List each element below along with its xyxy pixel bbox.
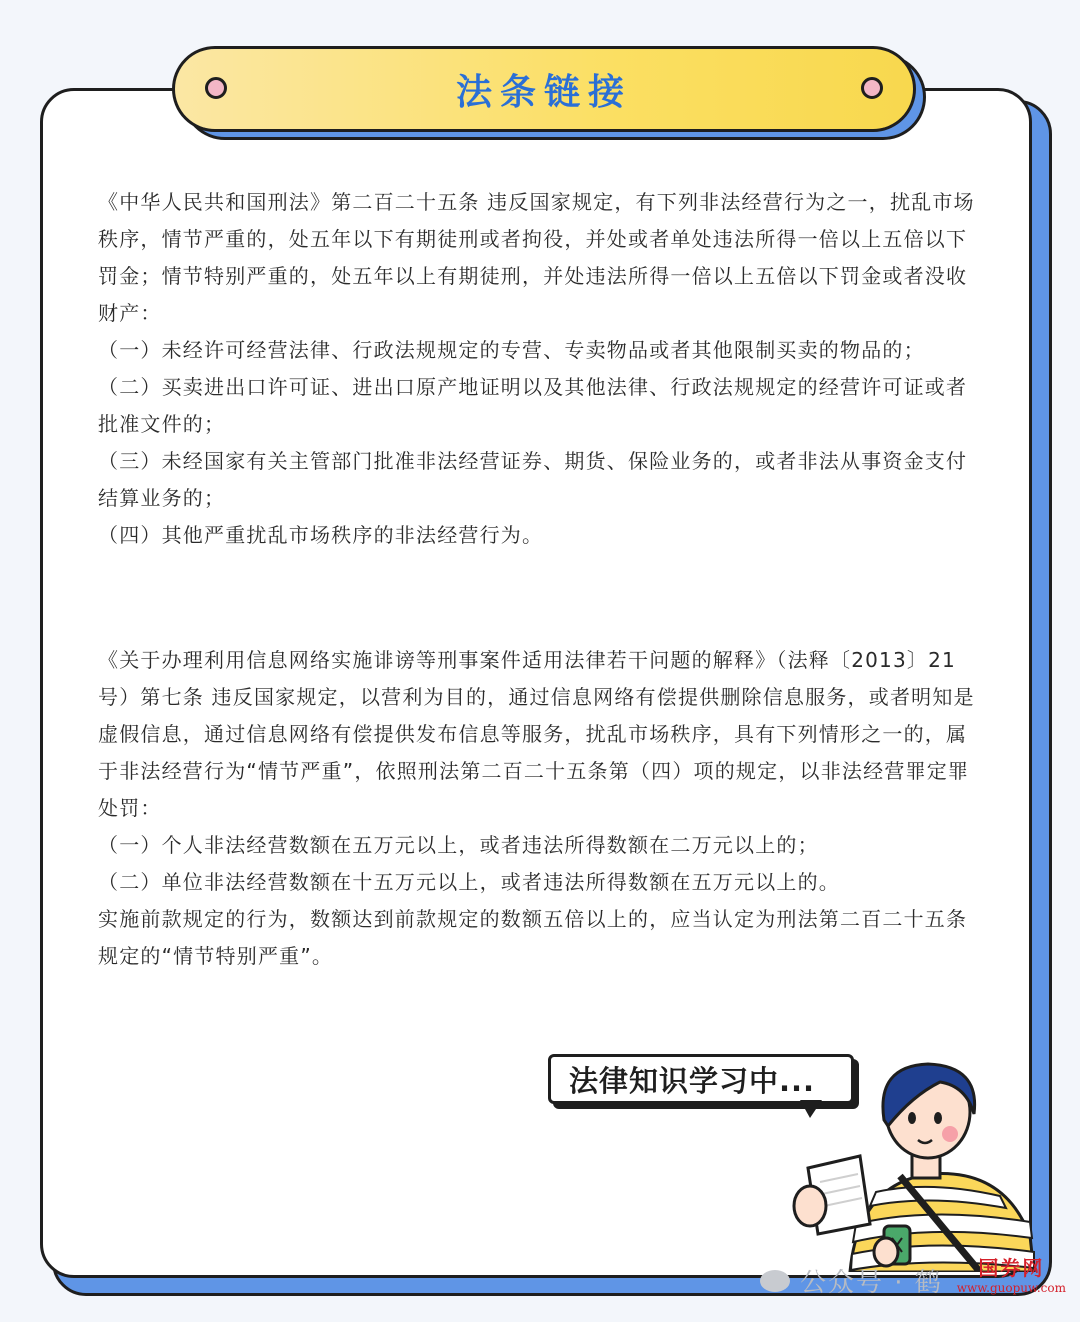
paragraph: （一）未经许可经营法律、行政法规规定的专营、专卖物品或者其他限制买卖的物品的； [98, 338, 925, 362]
paragraph: （二）单位非法经营数额在十五万元以上，或者违法所得数额在五万元以上的。 [98, 870, 840, 894]
paragraph: （一）个人非法经营数额在五万元以上，或者违法所得数额在二万元以上的； [98, 833, 819, 857]
paragraph: 《关于办理利用信息网络实施诽谤等刑事案件适用法律若干问题的解释》（法释〔2013〕21号）第七条 违反国家规定，以营利为目的，通过信息网络有偿提供删除信息服务，或者明知是虚假信息，通过信息网络有偿提供发布信息等服务，扰乱市场秩序，具有下列情形之一的，属于非法经营行为“情节严重”，依照刑法第二百二十五条第（四）项的规定，以非法经营罪定罪处罚： [98, 648, 975, 820]
paragraph: 实施前款规定的行为，数额达到前款规定的数额五倍以上的，应当认定为刑法第二百二十五条规定的“情节特别严重”。 [98, 907, 968, 968]
header-banner [172, 46, 916, 132]
banner-dot-left [205, 77, 227, 99]
site-logo-url: www.guopuw.com [956, 1281, 1066, 1295]
site-logo-name: 国券网 [978, 1256, 1045, 1280]
banner-dot-right [861, 77, 883, 99]
paragraph: （三）未经国家有关主管部门批准非法经营证券、期货、保险业务的，或者非法从事资金支付结算业务的； [98, 449, 968, 510]
section-judicial-interpretation [98, 642, 986, 975]
page-title: 法条链接 [455, 71, 632, 113]
paragraph: 《中华人民共和国刑法》第二百二十五条 违反国家规定，有下列非法经营行为之一，扰乱市场秩序，情节严重的，处五年以下有期徒刑或者拘役，并处或者单处违法所得一倍以上五倍以下罚金；情节特别严重的，处五年以上有期徒刑，并处违法所得一倍以上五倍以下罚金或者没收财产： [98, 190, 975, 325]
law-text [98, 184, 986, 975]
paragraph: （二）买卖进出口许可证、进出口原产地证明以及其他法律、行政法规规定的经营许可证或者批准文件的； [98, 375, 968, 436]
watermark [760, 1262, 943, 1299]
section-criminal-law [98, 184, 986, 554]
site-logo[interactable] [957, 1252, 1066, 1295]
wechat-icon [760, 1270, 790, 1292]
reading-person-illustration [780, 1056, 1040, 1272]
watermark-text: 公众号 · 鹤 [800, 1268, 943, 1298]
paragraph: （四）其他严重扰乱市场秩序的非法经营行为。 [98, 523, 544, 547]
speech-bubble-text: 法律知识学习中... [569, 1063, 816, 1098]
